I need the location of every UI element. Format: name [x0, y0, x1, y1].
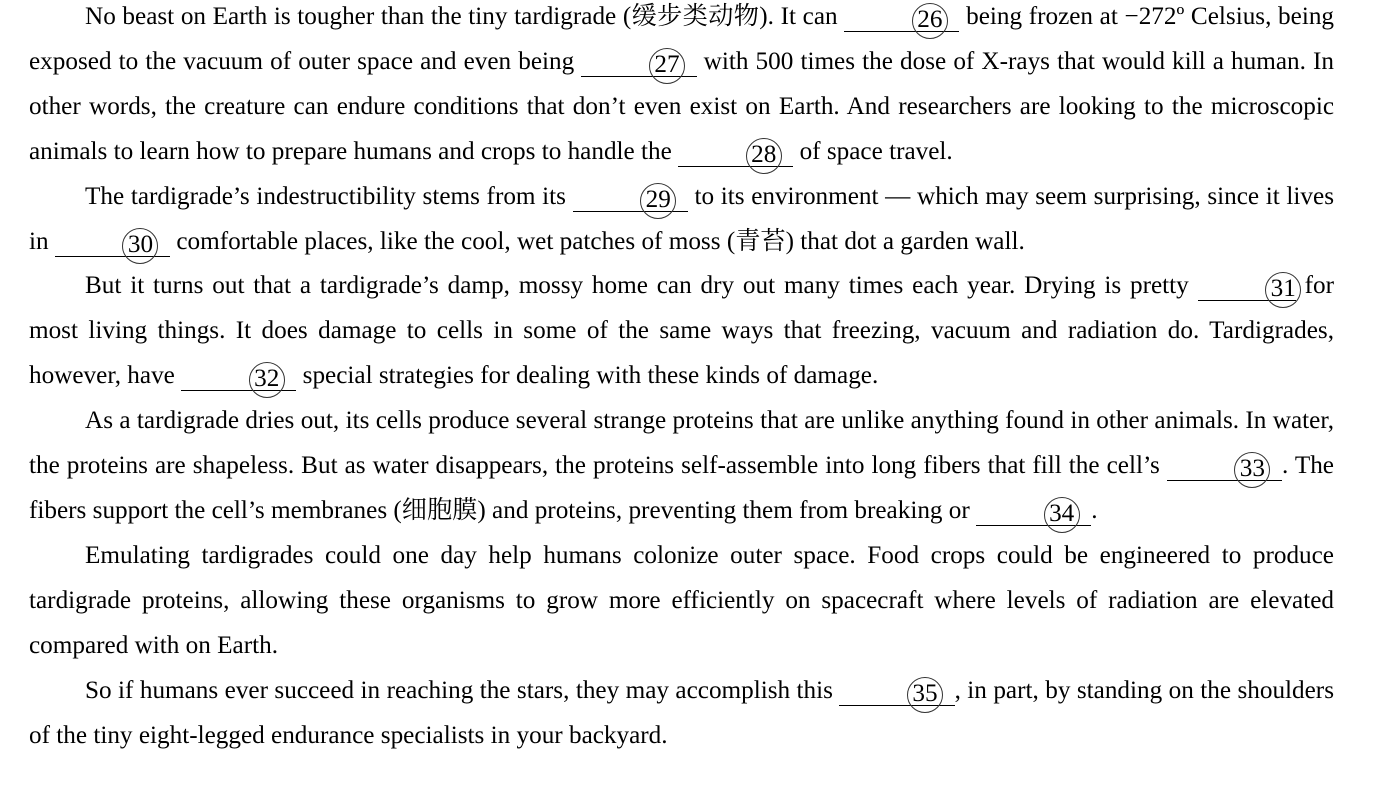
blank-27: [581, 50, 696, 78]
paragraph-text: Emulating tardigrades could one day help humans colonize outer space. Food crops could be engineered to produce tardigrade proteins, allowing these organisms to grow more efficiently on spacecraft where levels of radiation are elevated compared with on Earth.: [29, 541, 1334, 659]
question-number-33: 33: [1239, 455, 1265, 483]
paragraph-3: [29, 264, 1334, 399]
paragraph-text: being frozen at −272º Celsius, being exposed to the vacuum of outer space and even being: [29, 3, 1335, 75]
blank-35: [839, 679, 954, 707]
passage: [29, 0, 1334, 758]
paragraph-4: [29, 399, 1334, 534]
blank-33: [1167, 457, 1282, 481]
paragraph-text: with 500 times the dose of X-rays that would kill a human. In other words, the creature can endure conditions that don’t even exist on Earth. And researchers are looking to the microscopic animals to learn how to prepare humans and crops to handle the: [29, 47, 1335, 165]
question-number-32: 32: [254, 365, 280, 393]
question-number-31: 31: [1270, 275, 1296, 303]
paragraph-6: [29, 669, 1334, 759]
paragraph-text: .: [1091, 496, 1098, 524]
paragraph-text: comfortable places, like the cool, wet patches of moss (青苔) that dot a garden wall.: [170, 227, 1025, 255]
paragraph-text: , in part, by standing on the shoulders of the tiny eight-legged endurance specialists in your backyard.: [29, 676, 1334, 749]
question-number-29: 29: [645, 185, 671, 213]
paragraph-1: [29, 0, 1334, 175]
question-number-34: 34: [1049, 499, 1075, 527]
question-number-27: 27: [654, 50, 680, 78]
paragraph-text: But it turns out that a tardigrade’s damp, mossy home can dry out many times each year. Drying is pretty: [85, 272, 1198, 300]
paragraph-text: of space travel.: [793, 137, 953, 165]
blank-26: [844, 8, 959, 32]
paragraph-2: [29, 175, 1334, 265]
blank-29: [573, 185, 688, 213]
paragraph-text: The tardigrade’s indestructibility stems from its: [85, 182, 573, 210]
question-number-35: 35: [912, 679, 938, 707]
blank-34: [976, 499, 1091, 527]
paragraph-text: No beast on Earth is tougher than the tiny tardigrade (缓步类动物). It can: [85, 3, 845, 30]
question-number-28: 28: [751, 140, 777, 168]
paragraph-5: [29, 534, 1334, 669]
paragraph-text: for most living things. It does damage to cells in some of the same ways that freezing, vacuum and radiation do. Tardigrades, however, have: [29, 272, 1334, 390]
paragraph-text: to its environment — which may seem surprising, since it lives in: [29, 182, 1334, 255]
question-number-30: 30: [127, 230, 154, 258]
blank-32: [181, 367, 296, 391]
question-number-26: 26: [917, 6, 943, 33]
paragraph-text: special strategies for dealing with these kinds of damage.: [296, 362, 879, 390]
paragraph-text: . The fibers support the cell’s membranes (细胞膜) and proteins, preventing them from breaking or: [29, 452, 1334, 524]
paragraph-text: As a tardigrade dries out, its cells produce several strange proteins that are unlike anything found in other animals. In water, the proteins are shapeless. But as water disappears, the proteins self-assemble into long fibers that fill the cell’s: [29, 407, 1334, 480]
blank-30: [55, 230, 170, 258]
blank-28: [678, 140, 793, 168]
blank-31: [1198, 277, 1296, 301]
paragraph-text: So if humans ever succeed in reaching the stars, they may accomplish this: [85, 676, 840, 704]
